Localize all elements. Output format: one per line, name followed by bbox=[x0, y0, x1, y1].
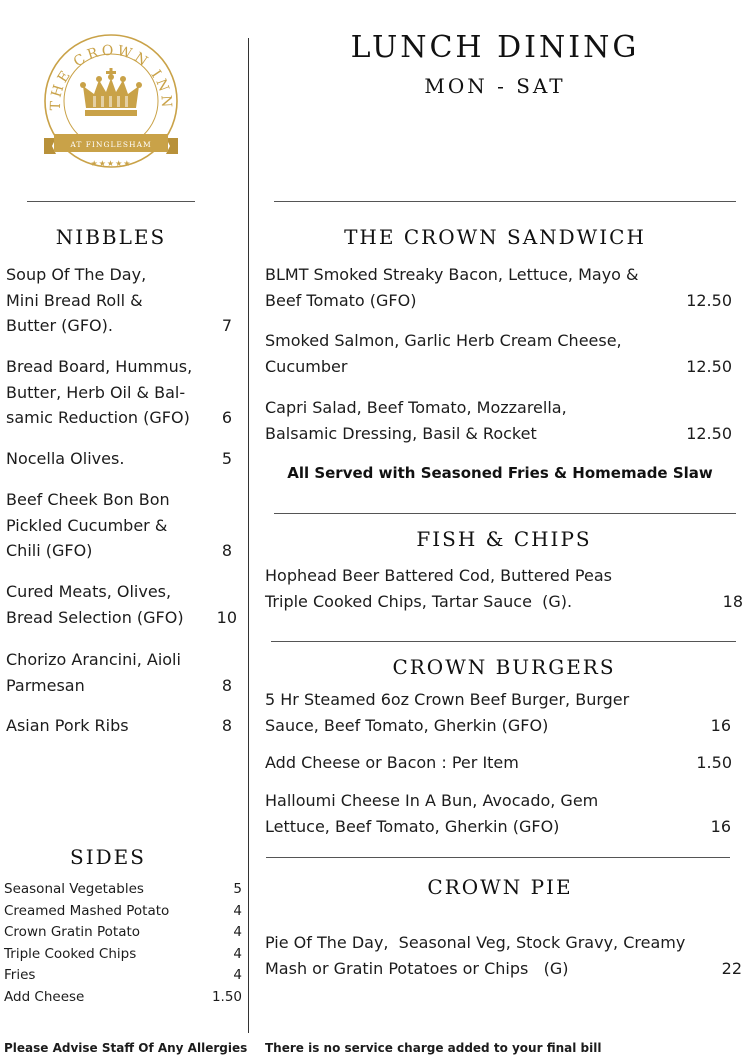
burger-price: 16 bbox=[710, 715, 731, 735]
side-price: 4 bbox=[233, 967, 242, 983]
side-item bbox=[4, 965, 242, 987]
sandwich-name: Smoked Salmon, Garlic Herb Cream Cheese, Cucumber bbox=[265, 331, 622, 376]
nibble-name: Cured Meats, Olives, Bread Selection (GFO) bbox=[6, 582, 184, 627]
side-name: Fries bbox=[4, 967, 36, 983]
side-item bbox=[4, 944, 242, 966]
side-item bbox=[4, 922, 242, 944]
rule-right-top bbox=[274, 201, 736, 202]
fish-heading: FISH & CHIPS bbox=[416, 527, 592, 551]
pie-item bbox=[265, 930, 742, 981]
burger-name: Halloumi Cheese In A Bun, Avocado, Gem Lettuce, Beef Tomato, Gherkin (GFO) bbox=[265, 791, 599, 836]
side-item bbox=[4, 879, 242, 901]
side-name: Seasonal Vegetables bbox=[4, 881, 144, 897]
sandwich-note: All Served with Seasoned Fries & Homemade Slaw bbox=[287, 464, 713, 482]
burger-item bbox=[265, 788, 731, 839]
rule-left-top bbox=[27, 201, 195, 202]
burger-name: 5 Hr Steamed 6oz Crown Beef Burger, Burger Sauce, Beef Tomato, Gherkin (GFO) bbox=[265, 690, 630, 735]
pie-name: Pie Of The Day, Seasonal Veg, Stock Gravy, Creamy Mash or Gratin Potatoes or Chips (G) bbox=[265, 933, 686, 978]
nibble-price: 8 bbox=[221, 541, 232, 560]
sandwich-price: 12.50 bbox=[686, 356, 732, 376]
rule-right-3 bbox=[271, 641, 736, 642]
pie-heading: CROWN PIE bbox=[427, 875, 573, 899]
side-name: Creamed Mashed Potato bbox=[4, 902, 170, 919]
side-price: 5 bbox=[233, 881, 242, 897]
sandwich-heading: THE CROWN SANDWICH bbox=[344, 225, 646, 249]
nibble-price: 8 bbox=[221, 716, 232, 735]
side-name: Triple Cooked Chips bbox=[4, 945, 137, 962]
page-subtitle: MON - SAT bbox=[424, 74, 566, 98]
column-divider bbox=[248, 38, 249, 1033]
nibble-name: Beef Cheek Bon Bon Pickled Cucumber & Chili (GFO) bbox=[6, 490, 170, 560]
burger-price: 1.50 bbox=[696, 753, 732, 772]
fish-item bbox=[265, 563, 743, 614]
sandwich-name: BLMT Smoked Streaky Bacon, Lettuce, Mayo & Beef Tomato (GFO) bbox=[265, 265, 639, 310]
nibble-name: Bread Board, Hummus, Butter, Herb Oil & Bal- samic Reduction (GFO) bbox=[6, 357, 193, 427]
nibble-price: 10 bbox=[216, 607, 237, 627]
burger-price: 16 bbox=[710, 816, 731, 836]
nibble-item bbox=[6, 262, 232, 339]
service-charge-notice: There is no service charge added to your final bill bbox=[265, 1041, 602, 1055]
logo-stars: ★★★★★ bbox=[90, 159, 132, 168]
nibble-item bbox=[6, 446, 232, 472]
nibble-name: Nocella Olives. bbox=[6, 449, 125, 468]
sandwich-item bbox=[265, 395, 732, 446]
side-price: 4 bbox=[233, 924, 242, 940]
rule-right-2 bbox=[274, 513, 736, 514]
logo-banner-text: AT FINGLESHAM bbox=[70, 140, 152, 149]
sandwich-item bbox=[265, 328, 732, 379]
nibble-name: Soup Of The Day, Mini Bread Roll & Butter (GFO). bbox=[6, 265, 147, 335]
side-name: Crown Gratin Potato bbox=[4, 924, 141, 940]
nibbles-heading: NIBBLES bbox=[55, 225, 167, 249]
side-price: 4 bbox=[233, 902, 242, 919]
burger-name: Add Cheese or Bacon : Per Item bbox=[265, 753, 519, 772]
side-price: 4 bbox=[233, 945, 242, 962]
logo-ring-text: THE CROWN INN bbox=[47, 42, 175, 111]
nibble-price: 5 bbox=[221, 449, 232, 468]
allergy-notice: Please Advise Staff Of Any Allergies bbox=[4, 1041, 248, 1055]
nibble-price: 6 bbox=[221, 408, 232, 427]
side-price: 1.50 bbox=[211, 988, 242, 1005]
side-item bbox=[4, 901, 242, 923]
nibble-price: 8 bbox=[221, 675, 232, 695]
burger-item bbox=[265, 687, 731, 738]
nibble-item bbox=[6, 713, 232, 739]
burger-item bbox=[265, 750, 732, 776]
nibble-item bbox=[6, 647, 232, 698]
sandwich-item bbox=[265, 262, 732, 313]
nibble-name: Chorizo Arancini, Aioli Parmesan bbox=[6, 650, 181, 695]
side-name: Add Cheese bbox=[4, 988, 85, 1005]
nibble-item bbox=[6, 354, 232, 431]
fish-name: Hophead Beer Battered Cod, Buttered Peas Triple Cooked Chips, Tartar Sauce (G). bbox=[265, 566, 612, 611]
sandwich-name: Capri Salad, Beef Tomato, Mozzarella, Balsamic Dressing, Basil & Rocket bbox=[265, 398, 567, 443]
crown-logo-icon bbox=[38, 28, 184, 174]
page-title: LUNCH DINING bbox=[350, 30, 640, 65]
pie-price: 22 bbox=[721, 958, 742, 978]
rule-right-4 bbox=[266, 857, 730, 858]
sides-heading: SIDES bbox=[70, 845, 146, 869]
nibble-name: Asian Pork Ribs bbox=[6, 716, 129, 735]
nibble-price: 7 bbox=[221, 316, 232, 335]
nibble-item bbox=[6, 579, 237, 630]
nibble-item bbox=[6, 487, 232, 564]
logo bbox=[38, 28, 184, 174]
fish-price: 18 bbox=[722, 591, 743, 611]
sandwich-price: 12.50 bbox=[686, 290, 732, 310]
sandwich-price: 12.50 bbox=[686, 423, 732, 443]
burgers-heading: CROWN BURGERS bbox=[392, 655, 616, 679]
side-item bbox=[4, 987, 242, 1009]
